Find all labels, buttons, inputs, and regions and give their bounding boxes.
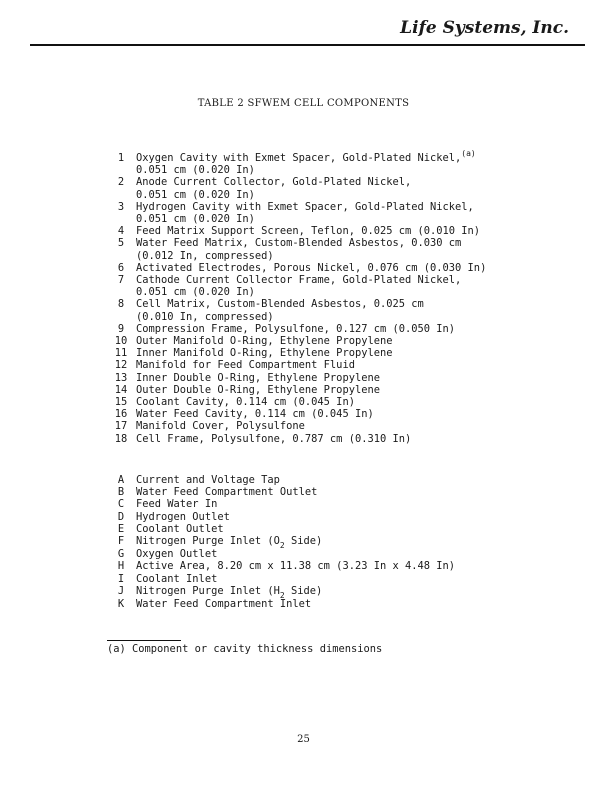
- component-text: Manifold for Feed Compartment Fluid: [136, 359, 355, 372]
- component-number: 3: [117, 200, 125, 213]
- port-label: [136, 560, 455, 572]
- component-row: [106, 433, 486, 445]
- component-number: 6: [117, 261, 125, 274]
- component-number: 5: [117, 237, 125, 250]
- port-row: [106, 548, 455, 560]
- component-row: [106, 420, 486, 432]
- component-row: [106, 250, 486, 262]
- port-letter: C: [117, 498, 125, 511]
- port-letter: K: [117, 598, 125, 611]
- port-label: [136, 474, 280, 486]
- port-label-text: Coolant Outlet: [136, 522, 224, 535]
- component-row: [106, 225, 486, 237]
- port-label-text: Oxygen Outlet: [136, 548, 218, 561]
- component-number: 15: [114, 396, 128, 409]
- port-label-text: Feed Water In: [136, 498, 218, 511]
- company-logo: Life Systems, Inc.: [400, 18, 569, 38]
- component-text: Manifold Cover, Polysulfone: [136, 420, 305, 433]
- component-row: [106, 176, 486, 188]
- component-number: [106, 213, 136, 225]
- component-row: [106, 359, 486, 371]
- component-number: 18: [114, 432, 128, 445]
- port-label-text: Water Feed Compartment Outlet: [136, 486, 318, 499]
- component-text: 0.051 cm (0.020 In): [136, 213, 255, 226]
- table-title: TABLE 2 SFWEM CELL COMPONENTS: [197, 98, 410, 109]
- port-label: [136, 573, 217, 585]
- component-row: [106, 189, 486, 201]
- component-number: 4: [117, 225, 125, 238]
- component-row: [106, 396, 486, 408]
- port-label-text: Hydrogen Outlet: [136, 510, 230, 523]
- port-row: [106, 535, 455, 551]
- port-letter: J: [117, 584, 125, 597]
- component-text: Feed Matrix Support Screen, Teflon, 0.025 cm (0.010 In): [136, 225, 481, 238]
- port-row: [106, 573, 455, 585]
- component-text: Activated Electrodes, Porous Nickel, 0.076 cm (0.030 In): [136, 261, 487, 274]
- component-text: Water Feed Matrix, Custom-Blended Asbestos, 0.030 cm: [136, 237, 462, 250]
- component-row: [106, 286, 486, 298]
- port-row: [106, 585, 455, 598]
- component-number: 10: [114, 335, 128, 348]
- component-text: Cell Frame, Polysulfone, 0.787 cm (0.310 In): [136, 432, 412, 445]
- component-row: [106, 149, 486, 164]
- component-text: 0.051 cm (0.020 In): [136, 286, 255, 299]
- port-label: [136, 486, 317, 498]
- component-text: Oxygen Cavity with Exmet Spacer, Gold-Plated Nickel,: [136, 152, 462, 164]
- port-row: [106, 523, 455, 535]
- port-label: [136, 535, 323, 551]
- port-label-text: Coolant Inlet: [136, 572, 218, 585]
- component-row: [106, 262, 486, 274]
- component-number: [106, 286, 136, 298]
- port-letter: F: [117, 535, 125, 548]
- component-text: Water Feed Cavity, 0.114 cm (0.045 In): [136, 408, 374, 421]
- port-label-suffix: Side): [284, 584, 323, 597]
- port-row: [106, 474, 455, 486]
- component-number: [106, 164, 136, 176]
- port-label-text: Nitrogen Purge Inlet (H: [136, 584, 280, 597]
- port-label: [136, 585, 322, 598]
- component-number: [106, 189, 136, 201]
- footnote-marker: (a): [461, 149, 476, 158]
- header-rule: [30, 44, 585, 46]
- port-label: [136, 548, 217, 560]
- component-text: (0.010 In, compressed): [136, 310, 274, 323]
- component-row: [106, 274, 486, 286]
- component-number: 11: [114, 347, 128, 360]
- port-letter: E: [117, 522, 125, 535]
- component-row: [106, 201, 486, 213]
- component-row: [106, 347, 486, 359]
- component-row: [106, 311, 486, 323]
- component-number: 2: [117, 176, 125, 189]
- footnote-rule: [107, 640, 181, 641]
- component-text: Inner Double O-Ring, Ethylene Propylene: [136, 371, 380, 384]
- component-number: 13: [114, 371, 128, 384]
- component-text: Coolant Cavity, 0.114 cm (0.045 In): [136, 396, 355, 409]
- port-row: [106, 498, 455, 510]
- footnote: (a) Component or cavity thickness dimensions: [107, 643, 383, 655]
- component-text: Compression Frame, Polysulfone, 0.127 cm (0.050 In): [136, 322, 456, 335]
- component-number: 16: [114, 408, 128, 421]
- port-letter: D: [117, 510, 125, 523]
- component-number: 17: [114, 420, 128, 433]
- component-row: [106, 335, 486, 347]
- components-list: [106, 149, 487, 445]
- component-text: Hydrogen Cavity with Exmet Spacer, Gold-Plated Nickel,: [136, 200, 474, 213]
- port-label-subscript: 2: [279, 590, 285, 600]
- port-row: [106, 560, 455, 572]
- component-text: Inner Manifold O-Ring, Ethylene Propylene: [136, 347, 393, 360]
- port-letter: A: [117, 474, 125, 486]
- component-row: [106, 408, 486, 420]
- port-label-text: Nitrogen Purge Inlet (O: [136, 535, 280, 548]
- component-number: 7: [117, 274, 125, 287]
- component-text: 0.051 cm (0.020 In): [136, 188, 255, 201]
- component-text: 0.051 cm (0.020 In): [136, 164, 255, 177]
- port-label-suffix: Side): [284, 535, 323, 548]
- component-number: [106, 311, 136, 323]
- component-text: Outer Double O-Ring, Ethylene Propylene: [136, 383, 380, 396]
- port-letter: I: [117, 572, 125, 585]
- ports-list: [106, 474, 455, 610]
- port-letter: H: [117, 560, 125, 573]
- component-text: (0.012 In, compressed): [136, 249, 274, 262]
- component-row: [106, 384, 486, 396]
- port-label: [136, 511, 230, 523]
- port-row: [106, 511, 455, 523]
- port-label-subscript: 2: [279, 541, 285, 551]
- port-letter: G: [117, 548, 125, 561]
- port-letter: B: [117, 486, 125, 499]
- component-text: Cell Matrix, Custom-Blended Asbestos, 0.025 cm: [136, 298, 424, 311]
- page-number: 25: [297, 734, 310, 745]
- component-text: Anode Current Collector, Gold-Plated Nickel,: [136, 176, 412, 189]
- component-row: [106, 213, 486, 225]
- port-row: [106, 486, 455, 498]
- component-row: [106, 237, 486, 249]
- port-label-text: Current and Voltage Tap: [136, 474, 280, 486]
- component-number: 14: [114, 383, 128, 396]
- component-number: 1: [117, 152, 125, 164]
- port-label: [136, 498, 217, 510]
- port-label: [136, 523, 224, 535]
- component-row: [106, 298, 486, 310]
- component-number: 9: [117, 322, 125, 335]
- component-row: [106, 164, 486, 176]
- port-label-text: Water Feed Compartment Inlet: [136, 598, 312, 611]
- component-row: [106, 323, 486, 335]
- component-number: 8: [117, 298, 125, 311]
- component-number: [106, 250, 136, 262]
- component-number: 12: [114, 359, 128, 372]
- port-label-text: Active Area, 8.20 cm x 11.38 cm (3.23 In x 4.48 In): [136, 560, 456, 573]
- component-text: Cathode Current Collector Frame, Gold-Plated Nickel,: [136, 274, 462, 287]
- component-text: Outer Manifold O-Ring, Ethylene Propylene: [136, 335, 393, 348]
- component-row: [106, 372, 486, 384]
